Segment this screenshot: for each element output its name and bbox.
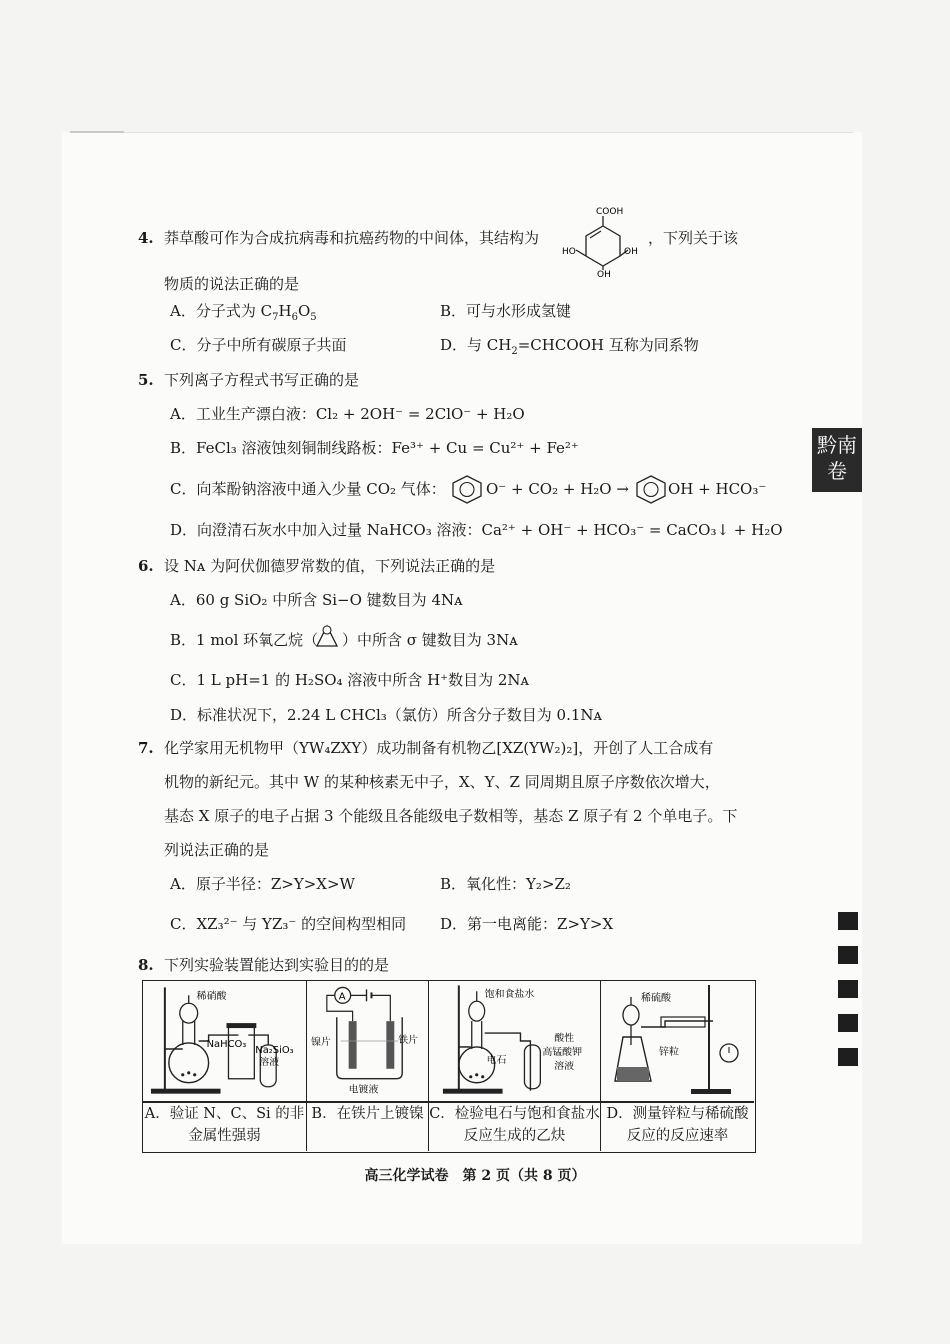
label-solution-c: 溶液 (554, 1060, 575, 1072)
shikimic-acid-structure (560, 200, 646, 278)
q6-b-pre: B．1 mol 环氧乙烷（ (170, 631, 319, 649)
structure-label-right: OH (624, 247, 638, 257)
label-acidic: 酸性 (554, 1032, 575, 1044)
q8-stem (138, 955, 389, 975)
label-solution-a: 溶液 (259, 1056, 280, 1068)
experiment-cell-b (307, 981, 429, 1151)
label-zinc-granules: 锌粒 (659, 1047, 679, 1058)
top-rule (70, 131, 124, 133)
q6-stem (138, 556, 495, 576)
scan-marker (838, 980, 858, 998)
question-number: 4. (138, 229, 154, 247)
scan-marker (838, 946, 858, 964)
q5-option-a: A．工业生产漂白液：Cl₂ + 2OH⁻ = 2ClO⁻ + H₂O (170, 405, 525, 423)
q4-a-text: A．分子式为 C (170, 302, 273, 320)
scan-marker (838, 1048, 858, 1066)
q4-d-sub: 2 (511, 346, 518, 357)
q5-stem (138, 370, 359, 390)
q6-option-a: A．60 g SiO₂ 中所含 Si−O 键数目为 4Nᴀ (170, 591, 463, 609)
q4-d-pre: D．与 CH (440, 336, 512, 354)
q4-option-a (170, 301, 317, 328)
q7-option-b: B．氧化性：Y₂>Z₂ (440, 875, 571, 893)
page-footer: 高三化学试卷 第 2 页（共 8 页） (364, 1168, 586, 1184)
structure-label-top: COOH (596, 207, 624, 217)
label-na2sio3: Na₂SiO₃ (255, 1044, 294, 1056)
region-tab-line2: 卷 (827, 459, 847, 483)
label-calcium-carbide: 电石 (486, 1054, 507, 1066)
q4-a-sub3: 5 (310, 312, 317, 323)
q6-stem-text: 设 Nᴀ 为阿伏伽德罗常数的值，下列说法正确的是 (164, 557, 496, 575)
label-kmno4: 高锰酸钾 (542, 1046, 583, 1058)
q5-c-post: OH + HCO₃⁻ (668, 480, 767, 498)
q6-option-b (170, 630, 318, 650)
q5-option-c (170, 479, 446, 499)
experiment-caption-a: A．验证 N、C、Si 的非金属性强弱 (144, 1106, 305, 1144)
q5-option-d: D．向澄清石灰水中加入过量 NaHCO₃ 溶液：Ca²⁺ + OH⁻ + HCO₃⁻ = CaCO₃↓ + H₂O (170, 521, 783, 539)
region-tab-line1: 黔南 (817, 433, 857, 457)
q7-option-c: C．XZ₃²⁻ 与 YZ₃⁻ 的空间构型相同 (170, 915, 407, 933)
q7-option-a: A．原子半径：Z>Y>X>W (170, 875, 355, 893)
q6-option-c: C．1 L pH=1 的 H₂SO₄ 溶液中所含 H⁺数目为 2Nᴀ (170, 671, 529, 689)
scan-marker (838, 912, 858, 930)
q4-a-sub1: 7 (272, 312, 279, 323)
q6-option-d: D．标准状况下，2.24 L CHCl₃（氯仿）所含分子数目为 0.1Nᴀ (170, 706, 602, 724)
structure-label-left: HO (562, 247, 576, 257)
q7-stem-line1 (138, 738, 713, 758)
q4-stem-line1-end: ，下列关于该 (648, 229, 739, 247)
q7-line1: 化学家用无机物甲（YW₄ZXY）成功制备有机物乙[XZ(YW₂)₂]，开创了人工合成有 (164, 739, 714, 757)
q4-option-d (440, 335, 699, 362)
apparatus-c-icon (429, 981, 600, 1099)
question-number: 8. (138, 956, 154, 974)
q6-b-post: ）中所含 σ 键数目为 3Nᴀ (342, 631, 518, 649)
q4-stem-line2: 物质的说法正确的是 (164, 275, 300, 293)
apparatus-d-icon (601, 981, 754, 1099)
experiment-caption-b: B．在铁片上镀镍 (311, 1106, 424, 1122)
experiment-caption-c: C．检验电石与饱和食盐水反应生成的乙炔 (429, 1106, 600, 1144)
q7-stem-line2: 机物的新纪元。其中 W 的某种核素无中子，X、Y、Z 同周期且原子序数依次增大， (164, 773, 720, 791)
label-iron-sheet: 铁片 (398, 1034, 419, 1046)
q4-a-sub2: 6 (291, 312, 298, 323)
q8-stem-text: 下列实验装置能达到实验目的的是 (164, 956, 390, 974)
ethylene-oxide-icon (312, 622, 342, 652)
experiment-table (142, 980, 756, 1153)
q7-option-d: D．第一电离能：Z>Y>X (440, 915, 614, 933)
ammeter-label: A (338, 991, 346, 1003)
q4-option-c: C．分子中所有碳原子共面 (170, 336, 347, 354)
experiment-caption-d: D．测量锌粒与稀硫酸反应的反应速率 (606, 1106, 749, 1144)
q5-c-mid: O⁻ + CO₂ + H₂O → (486, 480, 629, 498)
q4-option-b: B．可与水形成氢键 (440, 302, 572, 320)
q7-stem-line4: 列说法正确的是 (164, 841, 270, 859)
question-number: 7. (138, 739, 154, 757)
q7-stem-line3: 基态 X 原子的电子占据 3 个能级且各能级电子数相等，基态 Z 原子有 2 个单电子。下 (164, 807, 738, 825)
structure-label-bottom: OH (597, 270, 611, 278)
experiment-cell-d (601, 981, 754, 1151)
q4-a-h: H (278, 302, 292, 320)
q4-stem-a: 莽草酸可作为合成抗病毒和抗癌药物的中间体，其结构为 (164, 229, 540, 247)
label-saturated-brine: 饱和食盐水 (484, 989, 535, 1001)
q5-option-b: B．FeCl₃ 溶液蚀刻铜制线路板：Fe³⁺ + Cu = Cu²⁺ + Fe²⁺ (170, 439, 579, 457)
q5-stem-text: 下列离子方程式书写正确的是 (164, 371, 360, 389)
label-nahco3: NaHCO₃ (206, 1038, 247, 1050)
top-rule-thin (124, 132, 854, 133)
question-number: 6. (138, 557, 154, 575)
q4-d-post: =CHCOOH 互称为同系物 (517, 336, 699, 354)
q4-stem-line1 (138, 228, 539, 248)
region-tab (812, 428, 862, 492)
scan-marker (838, 1014, 858, 1032)
benzene-ring-icon (450, 474, 484, 504)
apparatus-b-icon (307, 981, 428, 1099)
label-plating-solution: 电镀液 (348, 1084, 379, 1096)
q4-a-o: O (297, 302, 311, 320)
experiment-cell-c (429, 981, 601, 1151)
experiment-cell-a (143, 981, 307, 1151)
question-number: 5. (138, 371, 154, 389)
benzene-ring-icon (634, 474, 668, 504)
label-nickel-sheet: 镍片 (310, 1036, 331, 1048)
q5-c-pre: C．向苯酚钠溶液中通入少量 CO₂ 气体： (170, 480, 446, 498)
label-dilute-nitric-acid: 稀硝酸 (196, 991, 227, 1003)
apparatus-a-icon (143, 981, 306, 1099)
label-dilute-sulfuric-acid: 稀硫酸 (641, 993, 671, 1004)
